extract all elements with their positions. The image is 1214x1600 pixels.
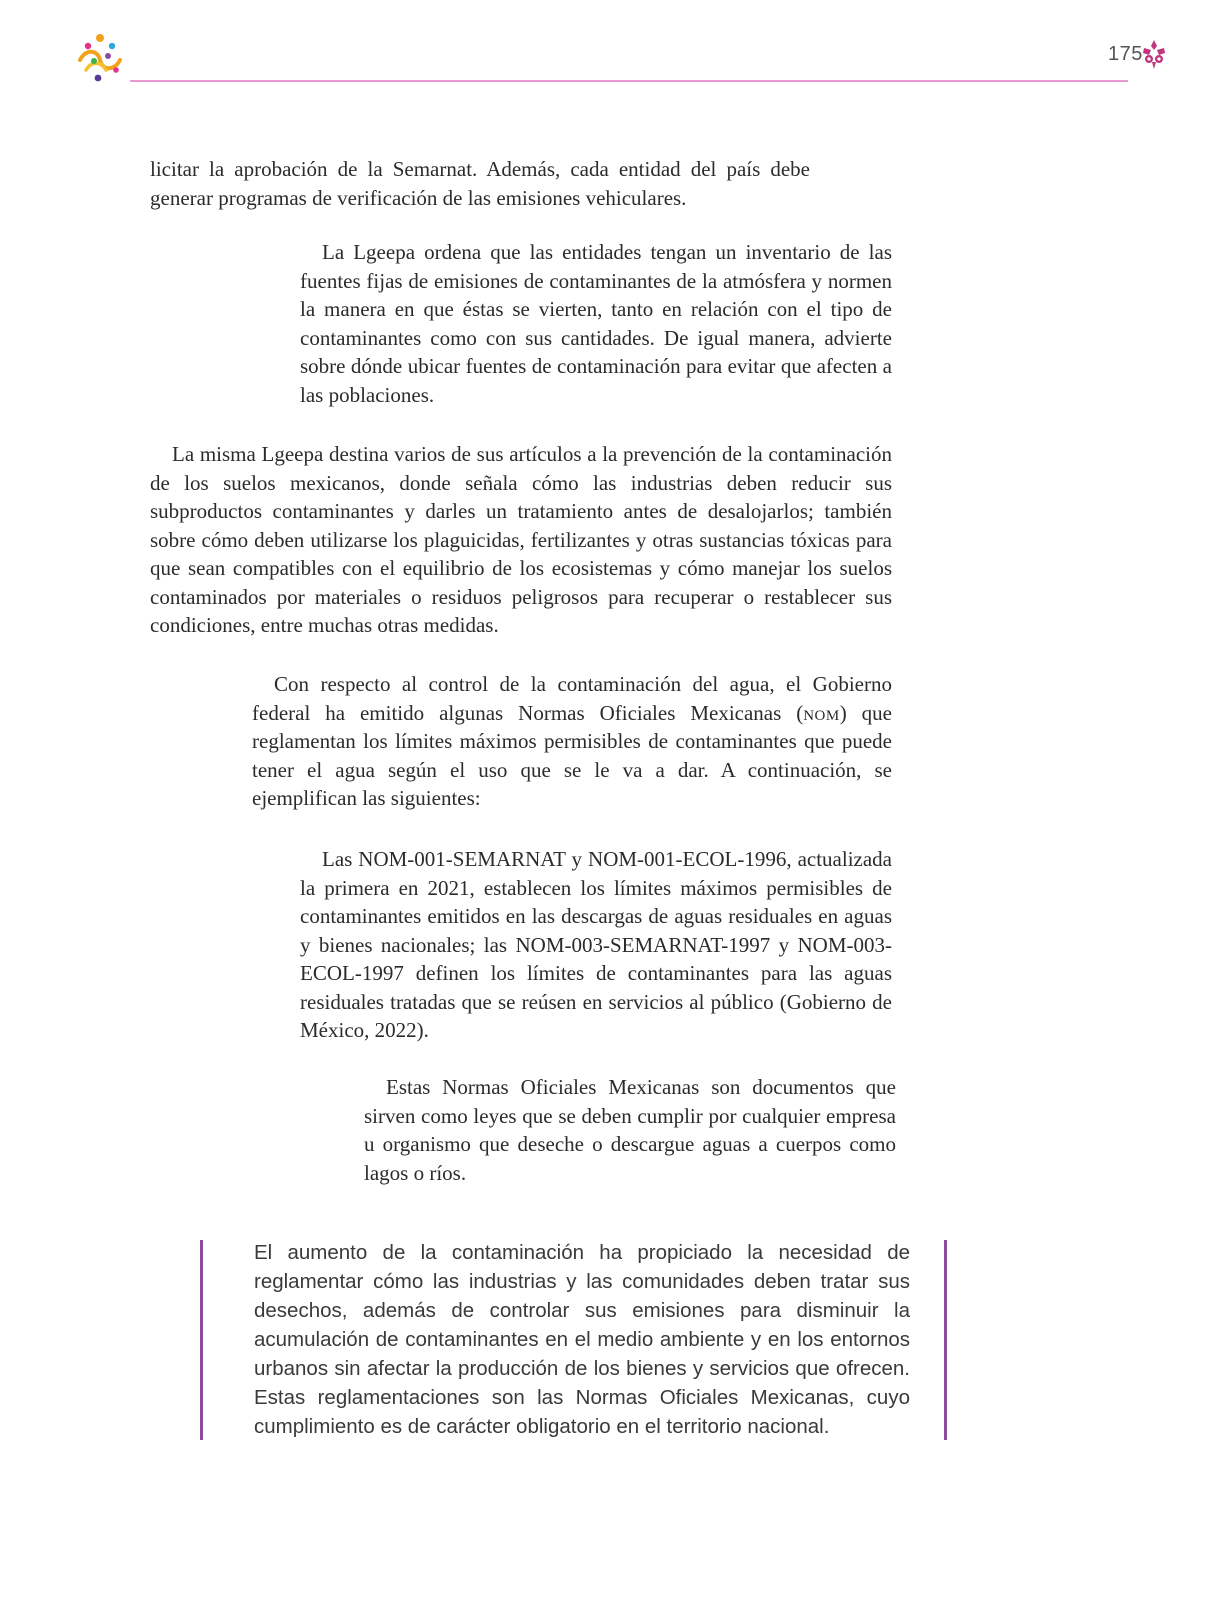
paragraph-water-control-text-b: ) que reglamentan los límites máximos permisibles de contaminantes que puede tener el agua según el uso que se le va a dar. A continuación, se ejemplifican las siguientes: — [252, 700, 892, 810]
header-rule — [130, 80, 1128, 82]
paragraph-semarnat-continuation: licitar la aprobación de la Semarnat. Además, cada entidad del país debe generar programas de verificación de las emisiones vehiculares. — [150, 157, 810, 210]
nom-abbreviation: nom — [803, 700, 840, 725]
paragraph-nom-definition: Estas Normas Oficiales Mexicanas son documentos que sirven como leyes que se deben cumplir por cualquier empresa u organismo que deseche o descargue aguas a cuerpos como lagos o ríos. — [364, 1075, 896, 1185]
flower-ornament-icon — [1140, 38, 1168, 70]
callout-text: El aumento de la contaminación ha propiciado la necesidad de reglamentar cómo las industrias y las comunidades deben tratar sus desechos, además de controlar sus emisiones para disminuir la acumulación de contaminantes en el medio ambiente y en los entornos urbanos sin afectar la producción de los bienes y servicios que ofrecen. Estas reglamentaciones son las Normas Oficiales Mexicanas, cuyo cumplimiento es de carácter obligatorio en el territorio nacional. — [254, 1241, 910, 1438]
callout-right-bar — [944, 1240, 947, 1440]
callout-left-bar — [200, 1240, 203, 1440]
paragraph-lgeepa-soils: La misma Lgeepa destina varios de sus artículos a la prevención de la contaminación de los suelos mexicanos, donde señala cómo las industrias deben reducir sus subproductos contaminantes y darles un tratamiento antes de desalojarlos; también sobre cómo deben utilizarse los plaguicidas, fertilizantes y otras sustancias tóxicas para que sean compatibles con el equilibrio de los ecosistemas y cómo manejar los suelos contaminados por materiales o residuos peligrosos para recuperar o restablecer sus condiciones, entre muchas otras medidas. — [150, 442, 892, 637]
paragraph-lgeepa-inventory: La Lgeepa ordena que las entidades tengan un inventario de las fuentes fijas de emisiones de contaminantes de la atmósfera y normen la manera en que éstas se vierten, tanto en relación con el tipo de contaminantes como con sus cantidades. De igual manera, advierte sobre dónde ubicar fuentes de contaminación para evitar que afecten a las poblaciones. — [300, 240, 892, 407]
publisher-logo-icon — [72, 30, 128, 86]
paragraph-water-control — [252, 670, 892, 813]
paragraph-nom-examples: Las NOM-001-SEMARNAT y NOM-001-ECOL-1996, actualizada la primera en 2021, establecen los límites máximos permisibles de contaminantes emitidos en las descargas de aguas residuales en aguas y bienes nacionales; las NOM-003-SEMARNAT-1997 y NOM-003-ECOL-1997 definen los límites de contaminantes para las aguas residuales tratadas que se reúsen en servicios al público (Gobierno de México, 2022). — [300, 847, 892, 1042]
page-number: 175 — [1108, 43, 1143, 65]
paragraph-water-control-text-a: Con respecto al control de la contaminación del agua, el Gobierno federal ha emitido algunas Normas Oficiales Mexicanas ( — [252, 672, 892, 725]
